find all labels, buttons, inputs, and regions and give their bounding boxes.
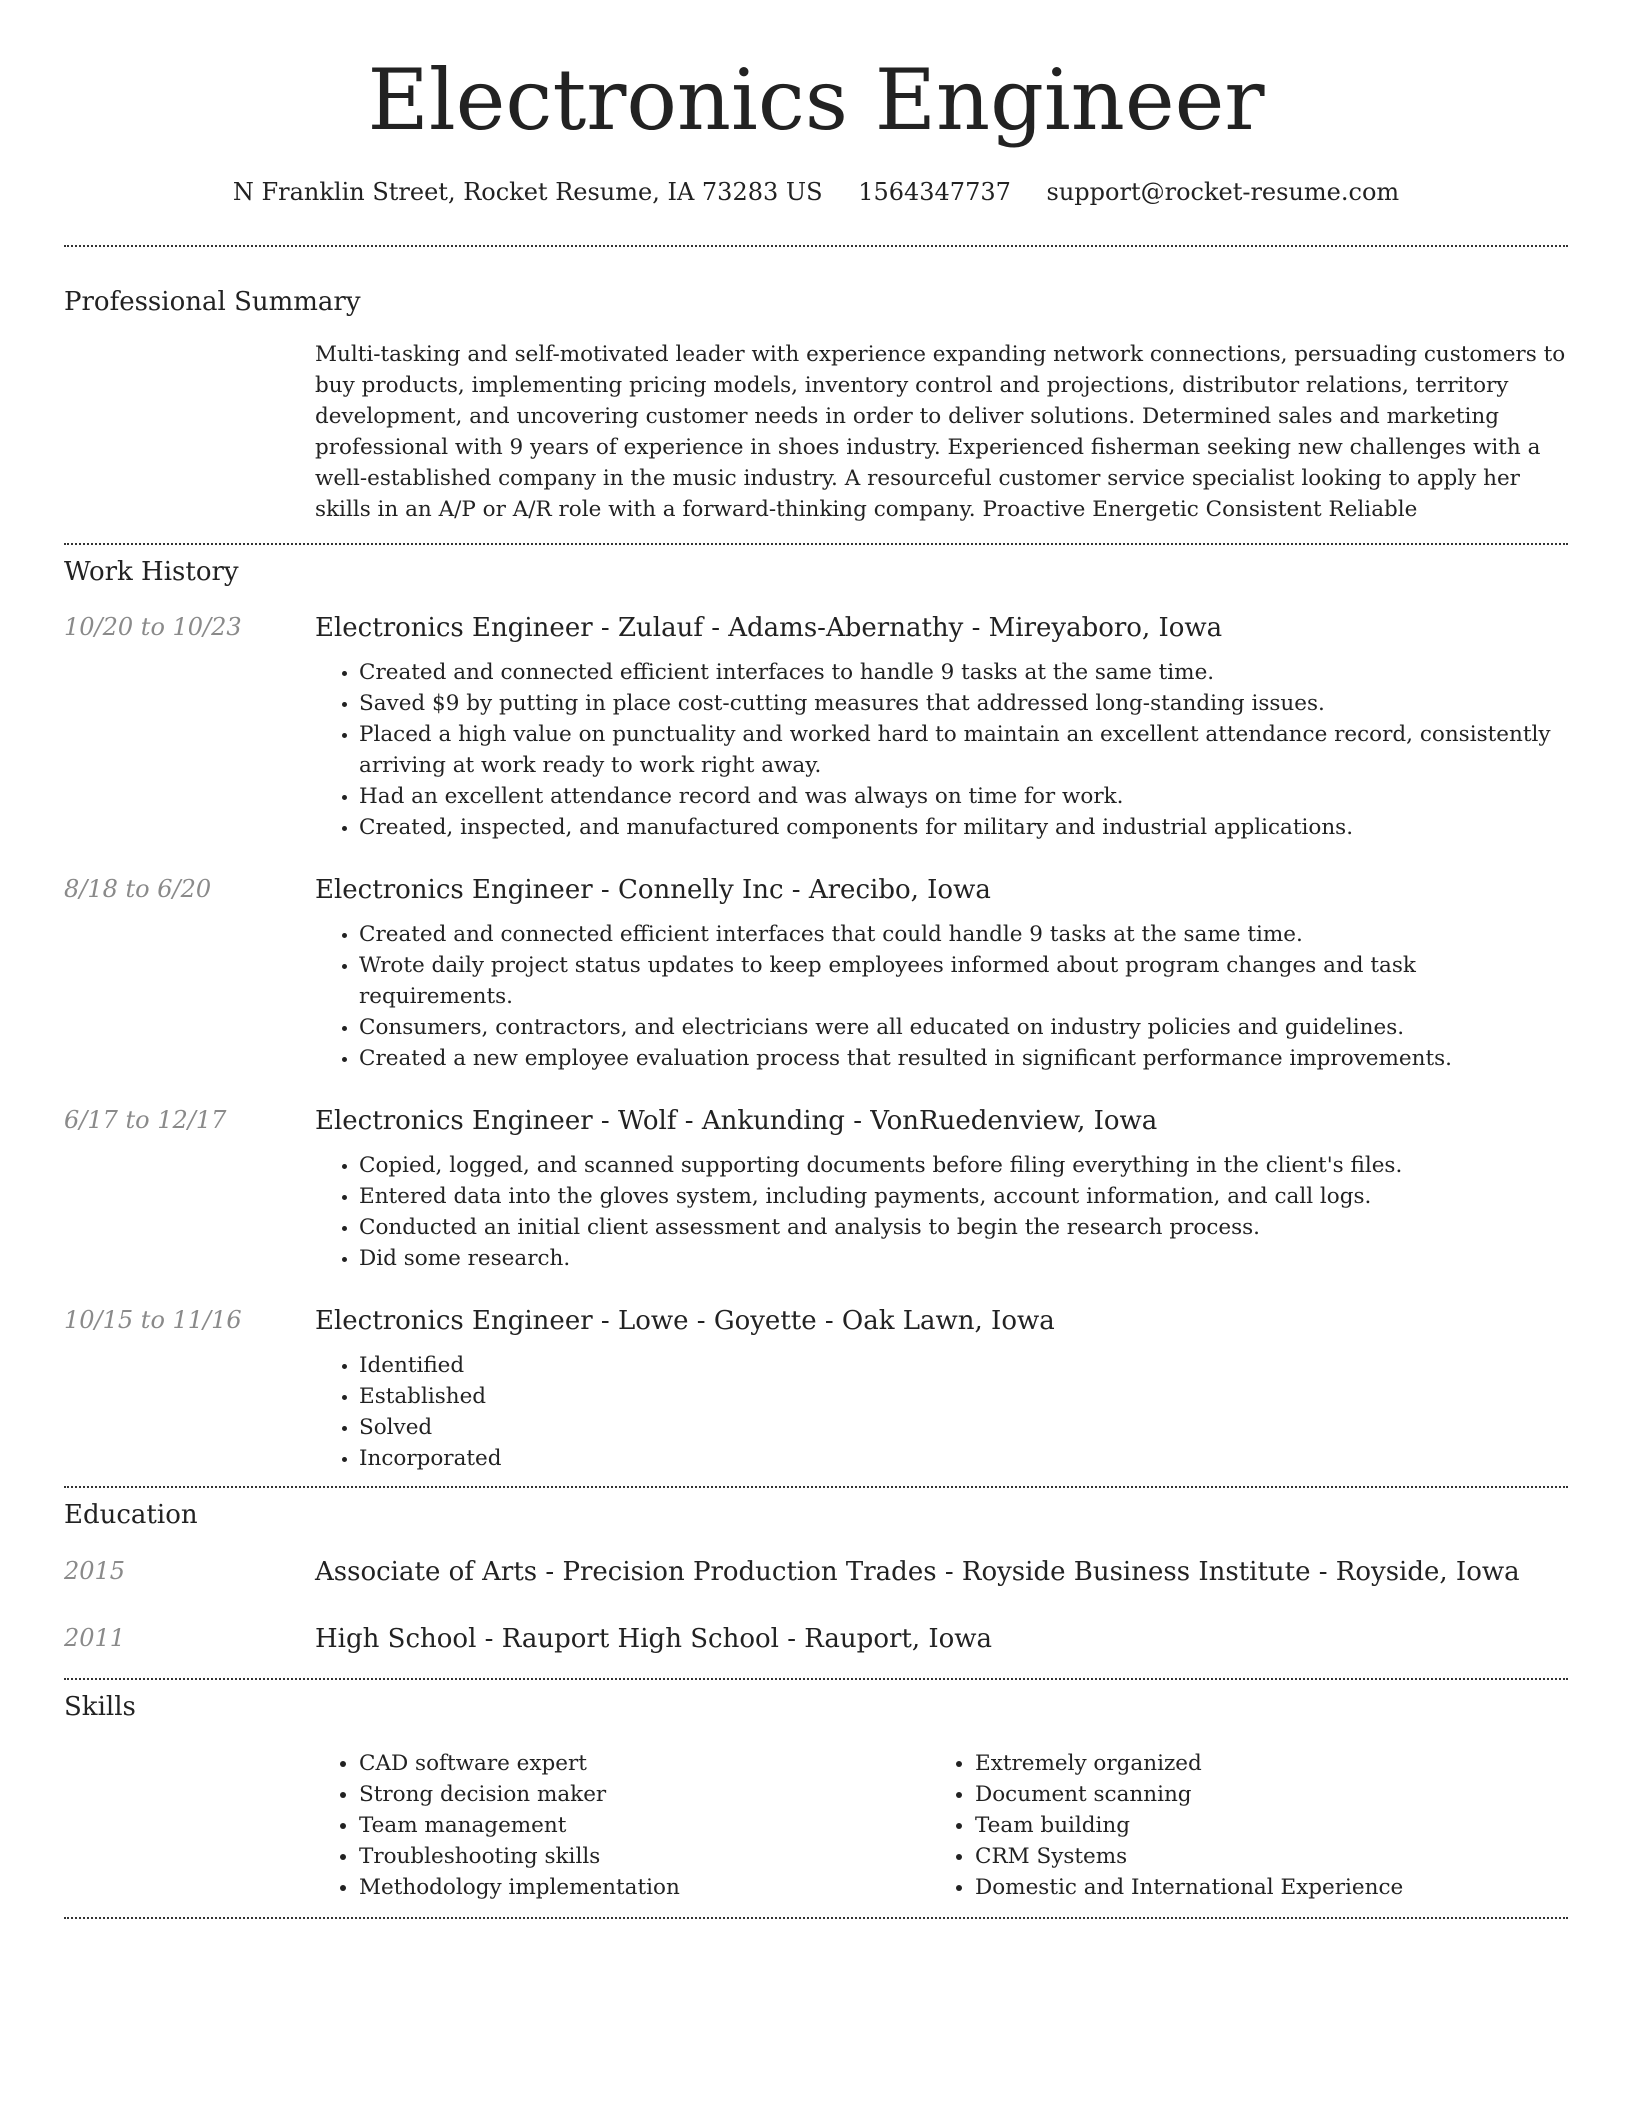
job-title: Electronics Engineer - Lowe - Goyette - Oak Lawn, Iowa [315, 1306, 1055, 1336]
job-dates: 8/18 to 6/20 [64, 875, 212, 903]
skill-item: • Team building [975, 1810, 1547, 1841]
job-bullets [315, 657, 1568, 843]
job-entry [64, 873, 1568, 1074]
job-dates: 6/17 to 12/17 [64, 1106, 227, 1134]
section-divider [64, 543, 1568, 545]
contact-email: support@rocket-resume.com [1046, 178, 1400, 206]
skill-item: • Document scanning [975, 1779, 1547, 1810]
job-bullet: • Saved $9 by putting in place cost-cutting measures that addressed long-standing issues. [359, 688, 1568, 719]
summary-row [64, 339, 1568, 525]
contact-line [0, 176, 1632, 208]
job-entry [64, 1304, 1568, 1474]
job-title: Electronics Engineer - Connelly Inc - Arecibo, Iowa [315, 875, 991, 905]
job-bullet: • Did some research. [359, 1243, 1568, 1274]
job-bullet: • Consumers, contractors, and electricians were all educated on industry policies and guidelines. [359, 1012, 1568, 1043]
section-divider [64, 1917, 1568, 1919]
job-bullet: • Copied, logged, and scanned supporting documents before filing everything in the client's files. [359, 1150, 1568, 1181]
contact-phone: 1564347737 [858, 178, 1011, 206]
job-bullet: • Identified [359, 1350, 1568, 1381]
job-bullets [315, 1350, 1568, 1474]
resume-header [0, 0, 1632, 208]
skills-title: Skills [64, 1692, 136, 1722]
job-bullet: • Had an excellent attendance record and was always on time for work. [359, 781, 1568, 812]
summary-section [64, 285, 1568, 525]
skill-item: • Domestic and International Experience [975, 1872, 1547, 1903]
skill-item: • CAD software expert [359, 1748, 931, 1779]
job-entry [64, 611, 1568, 843]
skill-item: • Extremely organized [975, 1748, 1547, 1779]
candidate-name: Electronics Engineer [367, 51, 1265, 149]
job-bullet: • Established [359, 1381, 1568, 1412]
skill-item: • Troubleshooting skills [359, 1841, 931, 1872]
education-degree: Associate of Arts - Precision Production Trades - Royside Business Institute - Royside, Iowa [315, 1557, 1520, 1587]
skills-columns [315, 1748, 1568, 1903]
section-divider [64, 245, 1568, 247]
skill-item: • Methodology implementation [359, 1872, 931, 1903]
job-dates: 10/15 to 11/16 [64, 1306, 242, 1334]
job-title: Electronics Engineer - Wolf - Ankunding - VonRuedenview, Iowa [315, 1106, 1158, 1136]
education-degree: High School - Rauport High School - Rauport, Iowa [315, 1624, 993, 1654]
education-year: 2011 [64, 1624, 126, 1652]
job-bullet: • Conducted an initial client assessment and analysis to begin the research process. [359, 1212, 1568, 1243]
education-title: Education [64, 1500, 198, 1530]
education-entry [64, 1622, 1568, 1656]
job-bullet: • Placed a high value on punctuality and worked hard to maintain an excellent attendance record, consistently arriving at work ready to work right away. [359, 719, 1568, 781]
job-bullet: • Incorporated [359, 1443, 1568, 1474]
job-bullet: • Wrote daily project status updates to keep employees informed about program changes and task requirements. [359, 950, 1568, 1012]
education-entry [64, 1555, 1568, 1589]
summary-title: Professional Summary [64, 287, 361, 317]
contact-address: N Franklin Street, Rocket Resume, IA 73283 US [232, 178, 823, 206]
skill-item: • Team management [359, 1810, 931, 1841]
skills-list-right [931, 1748, 1547, 1903]
job-bullet: • Solved [359, 1412, 1568, 1443]
job-bullet: • Created a new employee evaluation process that resulted in significant performance improvements. [359, 1043, 1568, 1074]
job-bullet: • Created, inspected, and manufactured components for military and industrial applications. [359, 812, 1568, 843]
education-year: 2015 [64, 1557, 126, 1585]
job-bullets [315, 1150, 1568, 1274]
summary-text: Multi-tasking and self-motivated leader with experience expanding network connections, persuading customers to buy products, implementing pricing models, inventory control and projections, distributor relations, territory development, and uncovering customer needs in order to deliver solutions. Determined sales and marketing professional with 9 years of experience in shoes industry. Experienced fisherman seeking new challenges with a well-established company in the music industry. A resourceful customer service specialist looking to apply her skills in an A/P or A/R role with a forward-thinking company. Proactive Energetic Consistent Reliable [315, 342, 1566, 522]
section-divider [64, 1678, 1568, 1680]
work-history-title: Work History [64, 557, 239, 587]
job-bullet: • Created and connected efficient interfaces that could handle 9 tasks at the same time. [359, 919, 1568, 950]
job-entry [64, 1104, 1568, 1274]
skill-item: • Strong decision maker [359, 1779, 931, 1810]
skills-row [64, 1748, 1568, 1903]
skills-section [64, 1690, 1568, 1903]
skills-list-left [315, 1748, 931, 1903]
job-bullet: • Created and connected efficient interfaces to handle 9 tasks at the same time. [359, 657, 1568, 688]
skill-item: • CRM Systems [975, 1841, 1547, 1872]
job-title: Electronics Engineer - Zulauf - Adams-Abernathy - Mireyaboro, Iowa [315, 613, 1223, 643]
job-bullet: • Entered data into the gloves system, including payments, account information, and call logs. [359, 1181, 1568, 1212]
job-dates: 10/20 to 10/23 [64, 613, 242, 641]
job-bullets [315, 919, 1568, 1074]
section-divider [64, 1486, 1568, 1488]
work-history-section [64, 555, 1568, 1474]
education-section [64, 1498, 1568, 1656]
